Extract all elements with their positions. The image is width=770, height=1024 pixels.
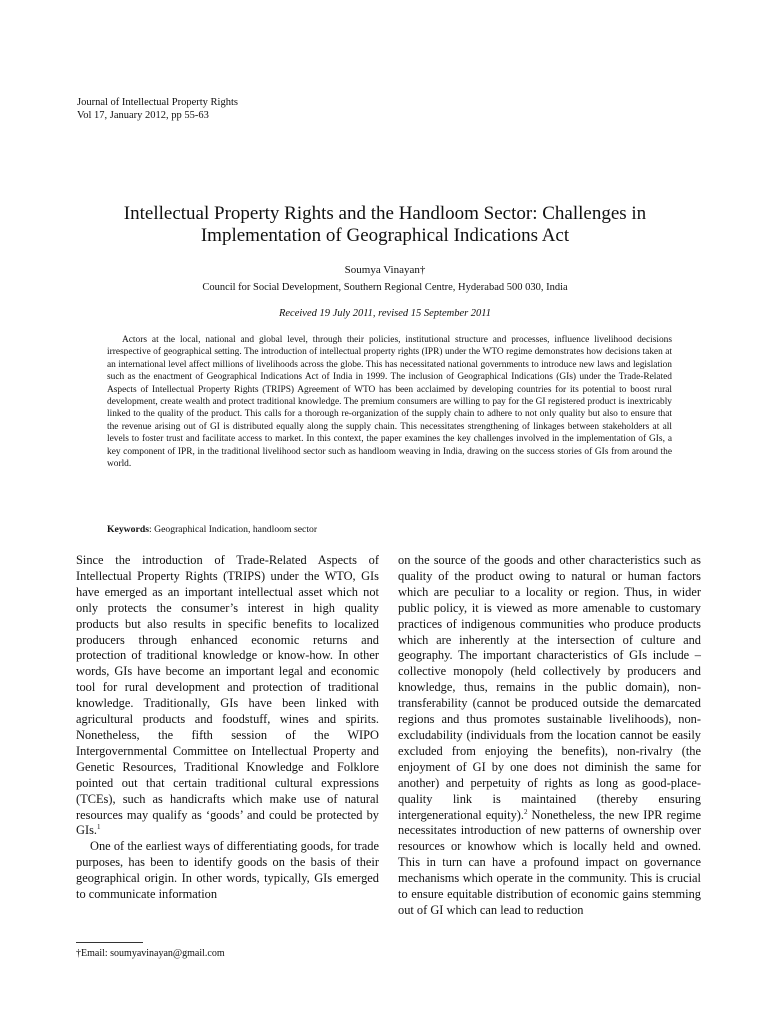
footnote-email: †Email: soumyavinayan@gmail.com xyxy=(76,948,225,959)
journal-volume: Vol 17, January 2012, pp 55-63 xyxy=(77,110,209,121)
body-column-left xyxy=(76,553,379,903)
body-paragraph xyxy=(398,553,701,919)
author-name: Soumya Vinayan† xyxy=(344,264,426,276)
footnote-divider xyxy=(76,942,143,943)
keywords xyxy=(107,524,317,535)
body-column-right xyxy=(398,553,701,919)
body-paragraph xyxy=(76,553,379,839)
keywords-text: : Geographical Indication, handloom sector xyxy=(148,524,318,535)
body-paragraph: One of the earliest ways of differentiating goods, for trade purposes, has been to identify goods on the basis of their geographical origin. In other words, typically, GIs emerged to communicate information xyxy=(76,839,379,902)
citation-ref: 1 xyxy=(97,823,101,832)
body-text: Nonetheless, the new IPR regime necessitates introduction of new patterns of ownership over resources or knowhow which is locally held and owned. This in turn can have a profound impact on governance mechanisms which operate in the community. This is crucial to ensure equitable distribution of economic gains stemming out of GI which can lead to reduction xyxy=(398,807,701,917)
received-dates: Received 19 July 2011, revised 15 September 2011 xyxy=(278,308,492,319)
journal-name: Journal of Intellectual Property Rights xyxy=(77,97,238,108)
body-text: Since the introduction of Trade-Related Aspects of Intellectual Property Rights (TRIPS) under the WTO, GIs have emerged as an important intellectual asset which not only protects the consumer’s interest in high quality products but also results in specific benefits to localized producers through enhanced economic returns and protection of traditional knowledge or know-how. In other words, GIs have become an important legal and economic tool for rural development and protection of traditional knowledge. Traditionally, GIs have been linked with agricultural products and foodstuff, wines and spirits. Nonetheless, the fifth session of the WIPO Intergovernmental Committee on Intellectual Property and Genetic Resources, Traditional Knowledge and Folklore pointed out that certain traditional cultural expressions (TCEs), such as handicrafts which make use of natural resources may qualify as ‘goods’ and could be protected by GIs. xyxy=(76,553,379,838)
abstract: Actors at the local, national and global level, through their policies, institutional structure and processes, influence livelihood decisions irrespective of geographical setting. The introduction of intellectual property rights (IPR) under the WTO regime demonstrates how decisions taken at an international level affect millions of livelihoods across the globe. This has necessitated national governments to introduce new laws and legislation such as the enactment of Geographical Indications Act of India in 1999. The inclusion of Geographical Indications (GIs) under the Trade-Related Aspects of Intellectual Property Rights (TRIPS) Agreement of WTO has been acclaimed by developing countries for its potential to boost rural development, create wealth and protect traditional knowledge. The premium consumers are willing to pay for the GI registered product is inextricably linked to the quality of the product. This calls for a thorough re-organization of the supply chain to adhere to not only quality but also to ensure that the revenue arising out of GI is distributed equally along the supply chain. This necessitates strengthening of linkages between stakeholders at all levels to foster trust and facilitate access to market. In this context, the paper examines the key challenges involved in the implementation of GIs, a key component of IPR, in the traditional livelihood sector such as handloom weaving in India, drawing on the success stories of GIs from around the world. xyxy=(107,335,672,470)
paper-title: Intellectual Property Rights and the Handloom Sector: Challenges in Implementation of Geographical Indications Act xyxy=(123,203,647,246)
keywords-label: Keywords xyxy=(107,524,149,535)
body-text: on the source of the goods and other characteristics such as quality of the product owing to natural or human factors which are peculiar to a locality or region. Thus, in wider public policy, it is viewed as more amenable to customary practices of indigenous communities who produce products which are inherently at the intersection of culture and geography. The important characteristics of GIs include – collective monopoly (held collectively by producers and knowledge, thus, remains in the public domain), non-transferability (cannot be produced outside the demarcated regions and thus promotes sustainable livelihoods), non-excludability (individuals from the location cannot be easily excluded from enjoying the benefits), non-rivalry (the enjoyment of GI by one does not diminish the same for another) and perpetuity of rights as long as good-place-quality link is maintained (thereby ensuring intergenerational equity). xyxy=(398,553,701,822)
author-affiliation: Council for Social Development, Southern Regional Centre, Hyderabad 500 030, India xyxy=(202,282,568,293)
journal-header xyxy=(77,96,238,122)
citation-ref: 2 xyxy=(523,807,528,816)
